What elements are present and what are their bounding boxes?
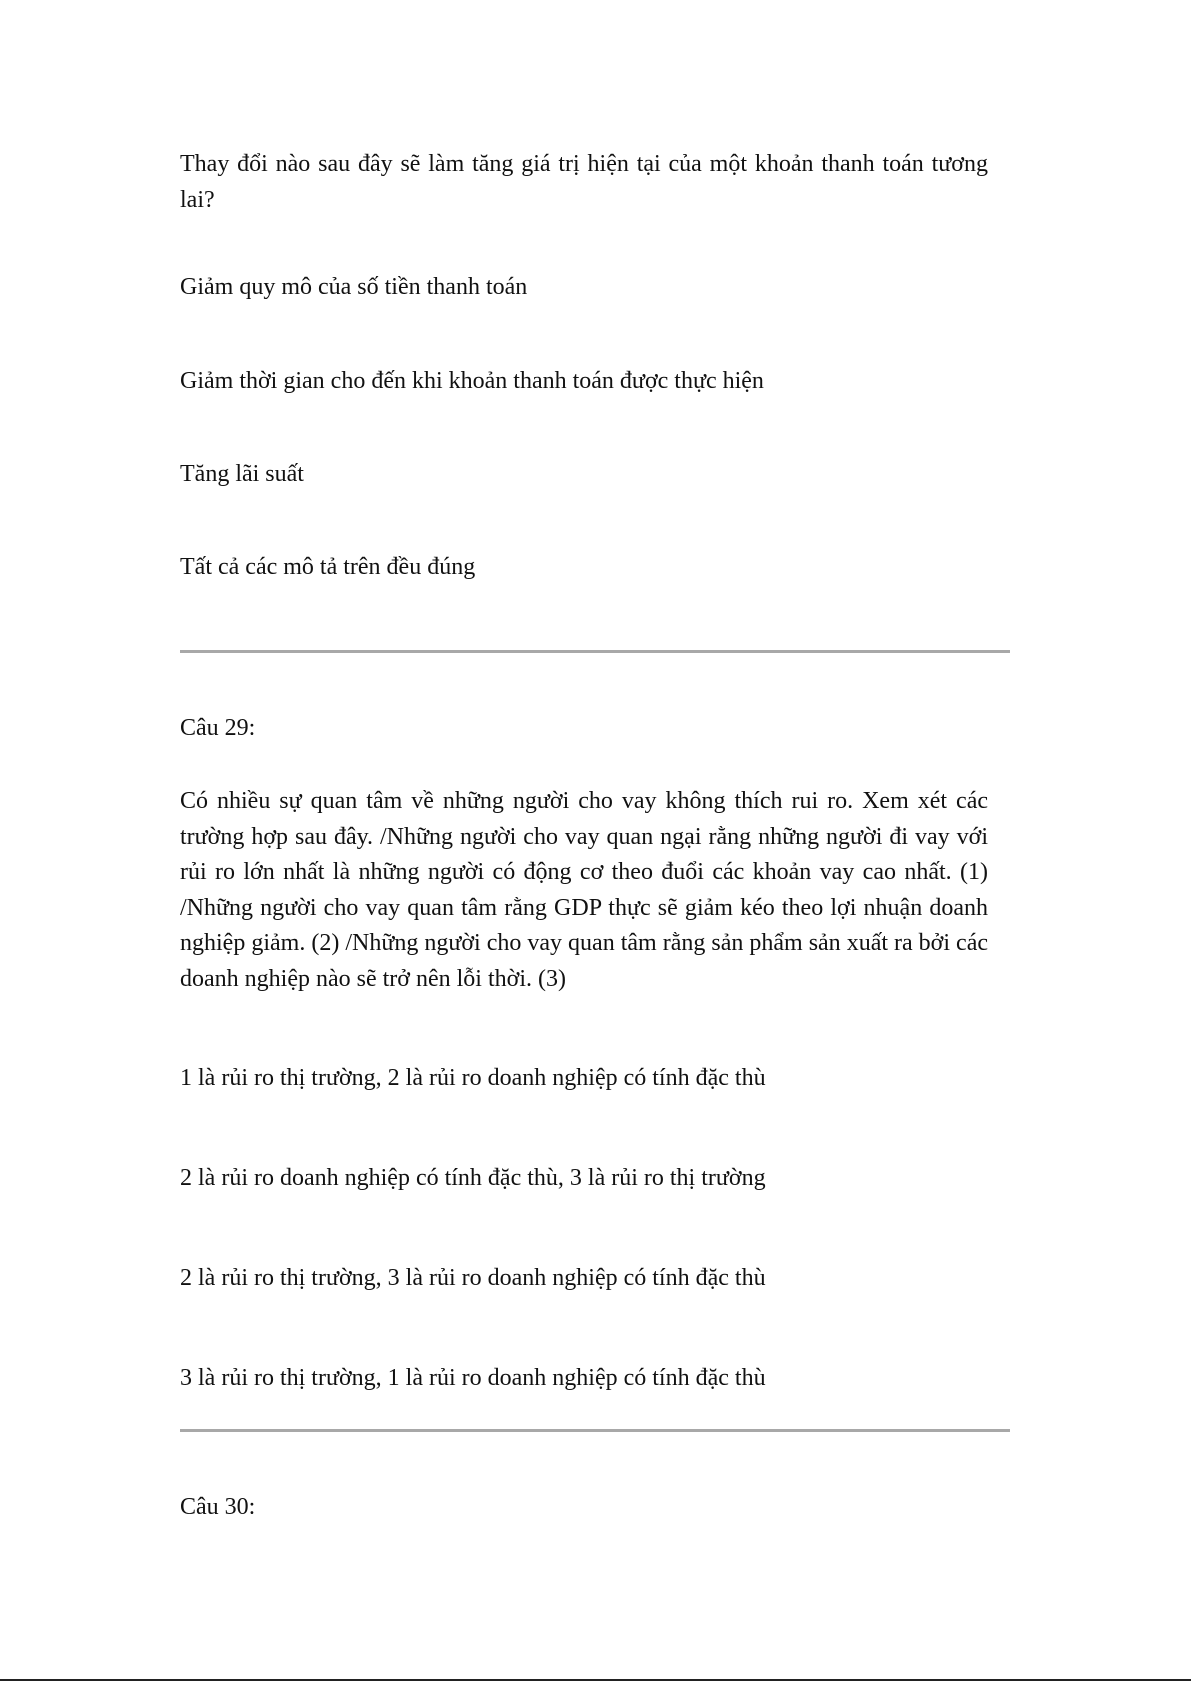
question-28-text: Thay đổi nào sau đây sẽ làm tăng giá trị hiện tại của một khoản thanh toán tương lai? (180, 151, 988, 213)
divider (180, 650, 1010, 653)
question-28-option-4: Tất cả các mô tả trên đều đúng (180, 554, 476, 580)
question-28-option-2: Giảm thời gian cho đến khi khoản thanh toán được thực hiện (180, 368, 764, 394)
page-bottom-edge (0, 1679, 1191, 1681)
divider (180, 1429, 1010, 1432)
question-29-text: Có nhiều sự quan tâm về những người cho vay không thích rui ro. Xem xét các trường hợp sau đây. /Những người cho vay quan ngại rằng những người đi vay với rủi ro lớn nhất là những người có động cơ theo đuổi các khoản vay cao nhất. (1) /Những người cho vay quan tâm rằng GDP thực sẽ giảm kéo theo lợi nhuận doanh nghiệp giảm. (2) /Những người cho vay quan tâm rằng sản phẩm sản xuất ra bởi các doanh nghiệp nào sẽ trở nên lỗi thời. (3) (180, 788, 988, 992)
question-29-label: Câu 29: (180, 715, 256, 741)
question-29-option-3: 2 là rủi ro thị trường, 3 là rủi ro doanh nghiệp có tính đặc thù (180, 1265, 766, 1291)
question-29-option-2: 2 là rủi ro doanh nghiệp có tính đặc thù, 3 là rủi ro thị trường (180, 1165, 766, 1191)
question-28-option-3: Tăng lãi suất (180, 461, 304, 487)
question-29-option-4: 3 là rủi ro thị trường, 1 là rủi ro doanh nghiệp có tính đặc thù (180, 1365, 766, 1391)
question-29-option-1: 1 là rủi ro thị trường, 2 là rủi ro doanh nghiệp có tính đặc thù (180, 1065, 766, 1091)
question-30-label: Câu 30: (180, 1494, 256, 1520)
question-28-option-1: Giảm quy mô của số tiền thanh toán (180, 274, 528, 300)
